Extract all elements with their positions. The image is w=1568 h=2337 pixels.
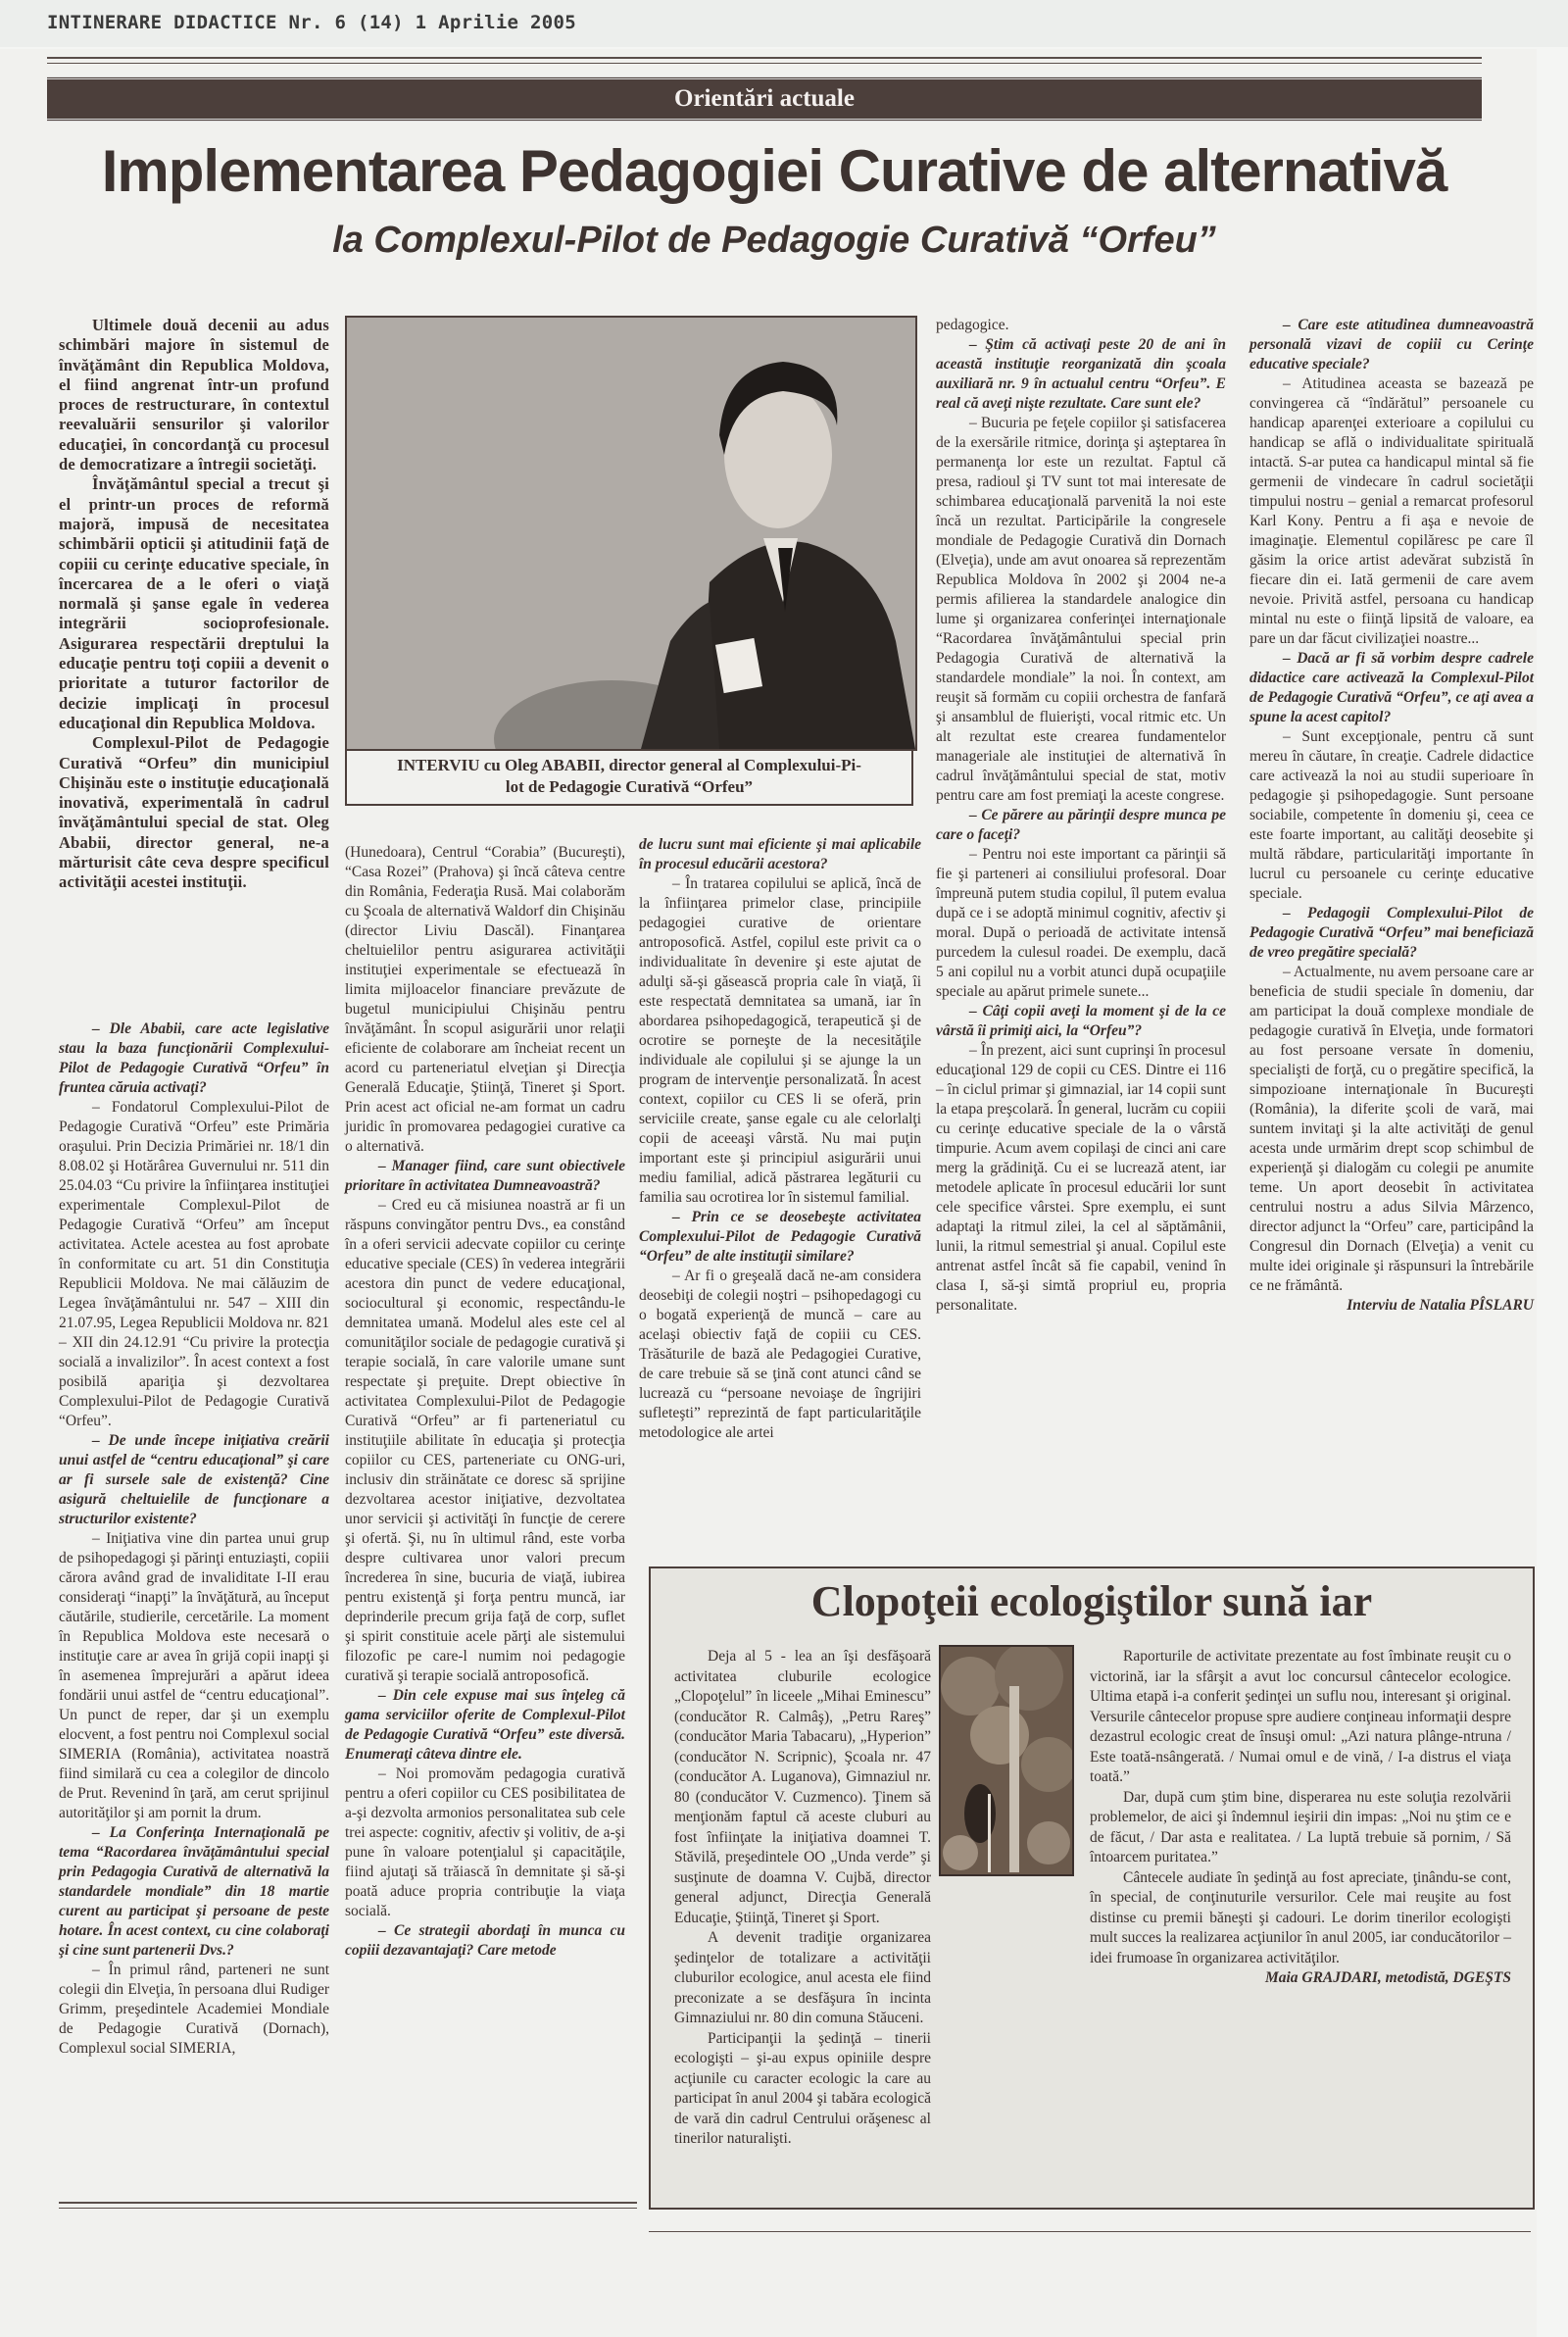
paragraph: Învăţământul special a trecut şi el printr-un proces de reformă majoră, impusă de necesitatea schimbării opticii şi atitudinii faţă de copiii cu cerinţe educative speciale, în încercarea de a le oferi o viaţă normală şi şanse egale în vederea integrării socioprofesionale. Asigurarea respectării dreptului la educaţie pentru toţi copiii a devenit o prioritate a tuturor factorilor de decizie implicaţi în procesul educaţional din Republica Moldova. [59,474,329,732]
caption-line-1: INTERVIU cu Oleg ABABII, director general al Complexului-Pi- [397,756,861,774]
eco-signature: Maia GRAJDARI, metodistă, DGEŞTS [1264,1969,1511,1986]
lead-column [59,316,329,893]
paragraph: Raporturile de activitate prezentate au fost îmbinate reuşit cu o victorină, iar la sfârşit a avut loc concursul cântecelor ecologice. Ultima etapă i-a conferit şedinţei un suflu nou, interesant şi original. Versurile cântecelor propuse spre audiere conţineau informaţii despre dezastrul ecologic creat de însuşi omul: „Azi natura plânge-ntruna / Este toată-nsângerată. / Numai omul e de vină, / I-a distrus el viaţa toată.” [1090,1648,1511,1785]
eco-column-right [1090,1647,1511,1989]
interview-question: – Dacă ar fi să vorbim despre cadrele didactice care activează la Complexul-Pilot de Pedagogie Curativă “Orfeu”, ce aţi avea a spune la acest capitol? [1250,650,1534,725]
running-head: INTINERARE DIDACTICE Nr. 6 (14) 1 Aprilie 2005 [47,12,576,33]
interview-column-3 [639,835,921,1443]
interview-answer: (Hunedoara), Centrul “Corabia” (Bucureşti), “Casa Rozei” (Prahova) şi încă câteva centre din România, Federaţia Rusă. Mai colaborăm cu Şcoala de alternativă Waldorf din Chişinău (director Liviu Dascăl). Finanţarea cheltuielilor pentru asigurarea activităţii instituţiei experimentale se efectuează în limita mijloacelor financiare prevăzute de bugetul municipiului Chişinău pentru învăţământ. În scopul asigurării unor relaţii eficiente de colaborare am încheiat recent un acord cu parteneriatul elveţian şi Direcţia Generală Educaţie, Ştiinţă, Tineret şi Sport. Prin acest act oficial ne-am format un cadru juridic în promovarea pedagogiei curative ca o alternativă. [345,844,625,1155]
interview-answer: – Actualmente, nu avem persoane care ar beneficia de studii speciale în domeniu, dar am participat la două complexe mondiale de pedagogie curativă în Elveţia, unde formatori au fost persoane versate în domeniu, specialişti de forţă, cu o pregătire specifică, la simpozioane internaţionale în Bucureşti (România), la diferite şcoli de vară, mai suntem invitaţi şi la alte activităţi de genul acesta unde urmărim drept scop schimbul de experienţă şi dialogăm cu colegii pe anumite teme. Un aport deosebit în activitatea centrului nostru a adus Silvia Mârzenco, director adjunct la “Orfeu” care, participând la Congresul din Dornach (Elveţia) a venit cu multe idei originale şi răspunsuri la întrebările ce ne frământă. [1250,964,1534,1294]
interview-question: – Prin ce se deosebeşte activitatea Complexului-Pilot de Pedagogie Curativă “Orfeu” de alte instituţii similare? [639,1209,921,1265]
interview-answer: – Sunt excepţionale, pentru că sunt mereu în căutare, în creaţie. Cadrele didactice care activează la noi au studii superioare în pedagogie şi psihopedagogie. Sunt persoane sociabile, competente în domeniu şi, ceea ce este foarte important, au calităţi deosebite şi multă răbdare, particularităţi importante în lucrul cu persoanele cu cerinţe educative speciale. [1250,728,1534,902]
eco-column-left [674,1647,931,2150]
interview-column-1 [59,1019,329,2059]
interview-answer: – Fondatorul Complexului-Pilot de Pedagogie Curativă “Orfeu” este Primăria oraşului. Prin Decizia Primăriei nr. 18/1 din 8.08.02 şi Hotărârea Guvernului nr. 511 din 25.04.03 “Cu privire la înfiinţarea instituţiei experimentale Complexul-Pilot de Pedagogie Curativă “Orfeu” am început activitatea. Actele acestea au fost aprobate în conformitate cu art. 51 din Constituţia Republicii Moldova. Ne mai călăuzim de Legea învăţământului nr. 547 – XIII din 21.07.95, Legea Republicii Moldova nr. 821 – XII din 24.12.91 “Cu privire la protecţia socială a invalizilor”. În acest context a fost posibilă apariţia şi dezvoltarea Complexului-Pilot de Pedagogie Curativă “Orfeu”. [59,1099,329,1429]
paragraph: Ultimele două decenii au adus schimbări majore în sistemul de învăţământ din Republica Moldova, el fiind angrenat într-un profund proces de restructurare, în contextul reevaluării sensurilor şi valorilor educaţiei, în concordanţă cu procesul de democratizare a întregii societăţi. [59,316,329,474]
photo-caption [345,749,913,806]
portrait-photo-icon [345,316,917,751]
interview-answer: – Ar fi o greşeală dacă ne-am considera deosebiţi de colegii noştri – psihopedagogi cu o bogată experienţă de muncă – care au acelaşi obiectiv faţă de copiii cu CES. Trăsăturile de bază ale Pedagogiei Curative, de care trebuie să se ţină cont atunci când se lucrează cu “persoane nevoiaşe de îngrijiri sufleteşti” reprezintă de fapt particularităţile metodologice ale artei [639,1268,921,1441]
interview-answer: – Noi promovăm pedagogia curativă pentru a oferi copiilor cu CES posibilitatea de a-şi dezvolta armonios personalitatea sub cele trei aspecte: cognitiv, afectiv şi volitiv, de a-şi pune în valoare potenţialul şi capacităţile, fiind ajutaţi să trăiască în demnitate şi să-şi poată aduce propria contribuţie la viaţa socială. [345,1765,625,1919]
interview-answer: – Cred eu că misiunea noastră ar fi un răspuns convingător pentru Dvs., ea constând în a oferi servicii adecvate copiilor cu cerinţe educative speciale (CES) în vederea integrării acestora din punct de vedere educaţional, sociocultural şi economic, respectându-le demnitatea umană. Modelul ales este cel al comunităţilor sociale de pedagogie curativă şi terapie socială, în care valorile umane sunt respectate şi preţuite. Drept obiective în activitatea Complexului-Pilot de Pedagogie Curativă “Orfeu” ar fi parteneriatul cu instituţiile abilitate în educaţia şi protecţia copiilor cu CES, parteneriate cu ONG-uri, inclusiv din străinătate ce doresc să sprijine dezvoltarea acestor iniţiative, dezvoltatea unor servicii şi activităţi în funcţie de cerere şi ofertă. Şi, nu în ultimul rând, este vorba despre cultivarea unor valori precum încrederea în sine, bucuria de viaţă, iubirea pentru existenţă şi forţa pentru muncă, iar deprinderile precum grija faţă de corp, suflet şi spirit constituie acele părţi ale sistemului filozofic pe care-l numim noi pedagogie curativă şi terapie socială antroposofică. [345,1197,625,1684]
interview-question: de lucru sunt mai eficiente şi mai aplicabile în procesul educării acestora? [639,836,921,872]
interview-question: – Din cele expuse mai sus înţeleg că gama serviciilor oferite de Complexul-Pilot de Pedagogie Curativă “Orfeu” este diversă. Enumeraţi câteva dintre ele. [345,1687,625,1763]
section-label: Orientări actuale [674,85,855,112]
section-banner [47,76,1482,122]
paragraph: Participanţii la şedinţă – tinerii ecologişti – şi-au expus opiniile despre acţiunile cu caracter ecologic la care au participat în anul 2004 şi tabăra ecologică de vară din cadrul Centrului orăşenesc al tinerilor naturalişti. [674,2029,931,2147]
interview-answer: – Iniţiativa vine din partea unui grup de psihopedagogi şi părinţi entuziaşti, copiii cărora având grad de invaliditate I-II erau consideraţi “inapţi” la învăţătură, au început căutările, studierile, cercetările. La moment în Republica Moldova este necesară o instituţie care ar avea în grijă copii inapţi şi în asemenea împrejurări a apărut ideea fondării unui astfel de “centru educaţional”. Un punct de reper, dar şi un exemplu elocvent, a fost pentru noi Complexul social SIMERIA (România), activitatea noastră fiind similară cu cea a colegilor de dincolo de Prut. Revenind în ţară, am cerut sprijinul autorităţilor şi am pornit la drum. [59,1530,329,1821]
interview-answer: – Atitudinea aceasta se bazează pe convingerea că “îndărătul” persoanele cu handicap aparenţei exterioare a copilului cu handicap se află o individualitate spirituală intactă. S-ar putea ca handicapul mintal să fie germenii de vindecare în cadrul societăţii timpului nostru – genial a remarcat profesorul Karl Kony. Pentru a fi aşa e nevoie de imaginaţie. Elementul copilăresc pe care îl găsim la orice artist adevărat subzistă în fiecare din ei. Iată germenii de care avem nevoie. Privită astfel, persoana cu handicap mintal nu este o fiinţă lipsită de valoare, ea pare un dar făcut civilizaţiei noastre... [1250,375,1534,647]
subheadline: la Complexul-Pilot de Pedagogie Curativă “Orfeu” [332,220,1216,261]
bottom-rule-left-thin [59,2208,637,2209]
interview-answer: – În prezent, aici sunt cuprinşi în procesul educaţional 129 de copii cu CES. Dintre ei 116 – în ciclul primar şi gimnazial, iar 14 copii sunt la etapa preşcolară. În general, lucrăm cu copiii cu cerinţe educative speciale de la o vârstă timpurie. Acum avem copilaşi de cinci ani care merg la grădiniţă. Cu ei se lucrează atent, iar metodele aplicate în procesul educării lor sunt cele specifice vârstei. Spre exemplu, ei sunt adaptaţi la ritmul zilei, la cel al săptămânii, lunii, la ritmul semestrial şi anual. Copilul este antrenat astfel încât să fie capabil, venind în clasa I, să-şi simtă propriul eu, propria personalitate. [936,1042,1226,1314]
interview-column-5 [1250,316,1534,1316]
running-head-bar [0,0,1568,47]
caption-line-2: lot de Pedagogie Curativă “Orfeu” [505,777,754,796]
interview-answer: – Pentru noi este important ca părinţii să fie şi parteneri ai consiliului profesoral. Doar împreună putem studia copilul, îl putem evalua după ce i se adoptă minimul cognitiv, afectiv şi moral. După o perioadă de activitate intensă purcedem la culesul roadei. De exemplu, dacă 5 ani copilul nu a vorbit atunci după ocupaţiile speciale au apărut primele sunete... [936,846,1226,1000]
interview-question: – Dle Ababii, care acte legislative stau la baza funcţionării Complexului-Pilot de Pedagogie Curativă “Orfeu” în fruntea căruia activaţi? [59,1020,329,1096]
interview-question: – Ce strategii abordaţi în munca cu copiii dezavantajaţi? Care metode [345,1922,625,1959]
interview-question: – Manager fiind, care sunt obiectivele prioritare în activitatea Dumneavoastră? [345,1158,625,1194]
bottom-rule-right [649,2231,1531,2232]
interview-question: – De unde începe iniţiativa creării unui astfel de “centru educaţional” şi care ar fi sursele sale de existenţă? Cine asigură cheltuielile de funcţionare a structurilor existente? [59,1432,329,1527]
eco-article-box [649,1566,1535,2210]
paragraph: Deja al 5 - lea an îşi desfăşoară activitatea cluburile ecologice „Clopoţelul” în liceele „Mihai Eminescu” (conducător R. Calmâş), „Petru Rareş” (conducător Maria Tabacaru), „Hyperion” (conducător N. Scripnic), Şcoala nr. 47 (conducător A. Luganova), Gimnaziul nr. 80 (conducător V. Cuzmenco). Ţinem să menţionăm faptul că aceste cluburi au fost înfiinţate la iniţiativa doamnei T. Stăvilă, preşedintele OO „Unda verde” şi susţinute de doamna V. Cujbă, director general adjunct, Direcţia Generală Educaţie, Ştiinţă, Tineret şi Sport. [674,1648,931,1926]
eco-headline: Clopoţeii ecologiştilor sună iar [810,1577,1373,1625]
interview-answer: – În primul rând, parteneri ne sunt colegii din Elveţia, în persoana dlui Rudiger Grimm, preşedintele Academiei Mondiale de Pedagogie Curativă (Dornach), Complexul social SIMERIA, [59,1962,329,2057]
interview-answer: pedagogice. [936,317,1009,333]
paragraph: Cântecele audiate în şedinţă au fost apreciate, ţinându-se cont, în special, de conţinuturile versurilor. Cele mai reuşite au fost distinse cu premii băneşti şi cadouri. Le dorim tinerilor ecologişti mult succes la realizarea acţiunilor în anul 2005, iar conducătorilor – idei frumoase în organizarea activităţilor. [1090,1868,1511,1966]
interview-question: – Ce părere au părinţii despre munca pe care o faceţi? [936,807,1226,843]
paragraph: Complexul-Pilot de Pedagogie Curativă “Orfeu” din municipiul Chişinău este o instituţie educaţională inovativă, experimentală în cadrul învăţământului special de stat. Oleg Ababii, director general, ne-a mărturisit câte ceva despre specificul activităţii acestei instituţii. [59,733,329,892]
portrait-photo-drawing [347,318,915,749]
interview-question: – Ştim că activaţi peste 20 de ani în această instituţie reorganizată din şcoala auxiliară nr. 9 în actualul centru “Orfeu”. E real că aveţi nişte rezultate. Care sunt ele? [936,336,1226,412]
headline: Implementarea Pedagogiei Curative de alternativă [101,138,1447,204]
interview-question: – Care este atitudinea dumneavoastră personală vizavi de copiii cu Cerinţe educative speciale? [1250,317,1534,373]
bottom-rule-left [59,2202,637,2204]
interview-answer: – Bucuria pe feţele copiilor şi satisfacerea de la exersările ritmice, dorinţa şi aşteptarea în permanenţa lor este un rezultat. Faptul că presa, radioul şi TV sunt tot mai interesate de schimbarea educaţională parvenită la noi este încă un rezultat. Participările la congresele mondiale de Pedagogie Curativă din Dornach (Elveţia), unde am avut onoarea să reprezentăm Republica Moldova în 2002 şi 2004 ne-a permis afilierea la standardele analogice din lume şi organizarea conferinţei internaţionale “Racordarea învăţământului special prin Pedagogia Curativă de alternativă la standardele mondiale” la noi. În context, am reuşit să formăm cu copiii orchestra de fanfară şi ansamblul de fluierişti, vocal ritmic etc. Un alt rezultat este crearea fundamentelor manageriale ale instituţiei de alternativă în cadrul învăţământului special de stat, motiv pentru care am fost premiaţi la aceste congrese. [936,415,1226,804]
paragraph: A devenit tradiţie organizarea şedinţelor de totalizare a activităţii cluburilor ecologice, anul acesta ele fiind preconizate a se desfăşura în incinta Gimnaziului nr. 80 din comuna Stăuceni. [674,1929,931,2026]
interview-column-4 [936,316,1226,1316]
interview-column-2 [345,843,625,1961]
interview-question: – Pedagogii Complexului-Pilot de Pedagogie Curativă “Orfeu” mai beneficiază de vreo pregătire specială? [1250,905,1534,961]
top-rule-thin [47,63,1482,64]
interview-question: – La Conferinţa Internaţională pe tema “Racordarea învăţământului special prin Pedagogia Curativă de alternativă la standardele mondiale” din 18 martie curent au participat şi persoane de peste hotare. În acest context, cu cine colaboraţi şi cine sunt partenerii Dvs.? [59,1824,329,1959]
forest-photo-icon [939,1645,1074,1876]
forest-photo-drawing [941,1647,1072,1874]
top-rule [47,57,1482,59]
byline: Interviu de Natalia PÎSLARU [1347,1297,1534,1314]
interview-question: – Câţi copii aveţi la moment şi de la ce vârstă îi primiţi aici, la “Orfeu”? [936,1003,1226,1039]
interview-answer: – În tratarea copilului se aplică, încă de la înfiinţarea primelor clase, principiile pedagogiei curative de orientare antroposofică. Astfel, copilul este privit ca o individualitate în devenire şi este ajutat de adulţi să-şi găsească propria cale în viaţă, îi este respectată demnitatea sa umană, iar în abordarea psihopedagogică, terapeutică şi de ocrotire se porneşte de la necesităţile individuale ale copilului şi se ajunge la un program de intervenţie personalizată. În acest context, copiilor cu CES li se oferă, prin serviciile create, şanse egale cu ale celorlalţi copii de aceeaşi vârstă. Nu mai puţin important este şi principiul asigurării unui mediu familial, adică păstrarea legăturii cu familia sau ocrotirea lor în sistemul familial. [639,875,921,1206]
paragraph: Dar, după cum ştim bine, disperarea nu este soluţia rezolvării problemelor, de aici şi îndemnul ieşirii din impas: „Noi nu ştim ce e de făcut, / Dar asta e realitatea. / La luptă trebuie să pornim, / Să întoarcem puritatea.” [1090,1788,1511,1865]
